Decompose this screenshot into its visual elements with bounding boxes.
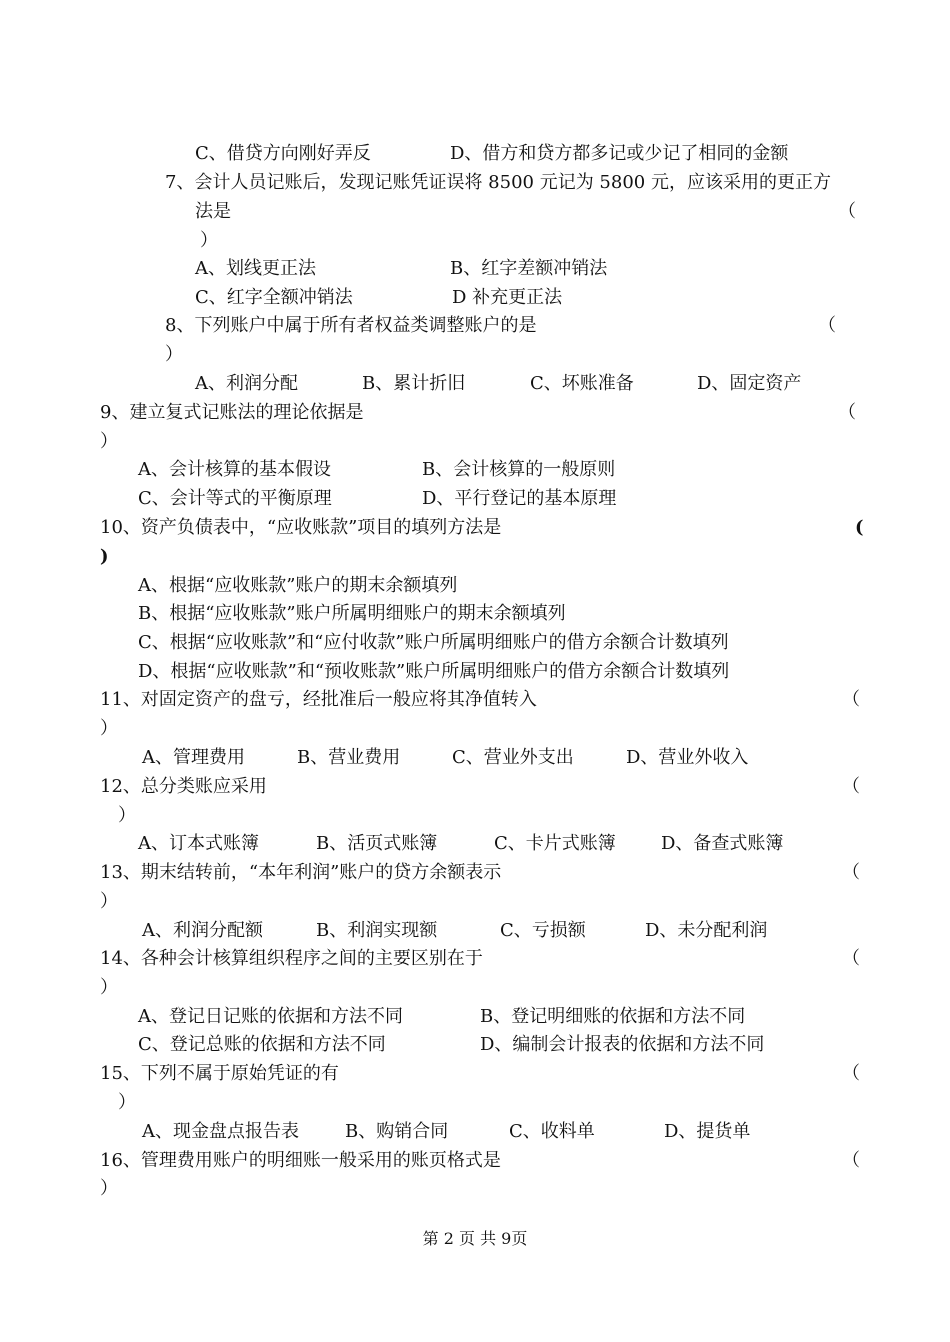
q8-answer-paren-close: ） bbox=[165, 344, 183, 365]
q7-option-a: A、划线更正法 bbox=[195, 258, 316, 279]
q13-option-b: B、利润实现额 bbox=[316, 920, 438, 941]
q12-option-b: B、活页式账簿 bbox=[316, 833, 438, 854]
q15-option-d: D、提货单 bbox=[664, 1121, 751, 1142]
q12-answer-paren-open: （ bbox=[842, 776, 860, 797]
q9-option-b: B、会计核算的一般原则 bbox=[422, 459, 616, 480]
q12-option-a: A、订本式账簿 bbox=[138, 833, 259, 854]
q7-option-d: D 补充更正法 bbox=[452, 287, 563, 308]
q11-stem: 11、对固定资产的盘亏，经批准后一般应将其净值转入 bbox=[100, 689, 537, 710]
q12-stem: 12、总分类账应采用 bbox=[100, 776, 267, 797]
q10-answer-paren-close: ) bbox=[100, 546, 109, 567]
q15-option-b: B、购销合同 bbox=[345, 1121, 449, 1142]
q16-stem: 16、管理费用账户的明细账一般采用的账页格式是 bbox=[100, 1150, 501, 1171]
page-footer: 第 2 页 共 9页 bbox=[422, 1229, 528, 1248]
q13-option-c: C、亏损额 bbox=[500, 920, 586, 941]
q10-option-c: C、根据“应收账款”和“应付收款”账户所属明细账户的借方余额合计数填列 bbox=[138, 632, 729, 653]
q14-option-b: B、登记明细账的依据和方法不同 bbox=[480, 1006, 746, 1027]
q11-option-b: B、营业费用 bbox=[297, 747, 401, 768]
q8-option-b: B、累计折旧 bbox=[362, 373, 466, 394]
q13-answer-paren-open: （ bbox=[842, 862, 860, 883]
q15-option-c: C、收料单 bbox=[509, 1121, 595, 1142]
q11-answer-paren-open: （ bbox=[842, 689, 860, 710]
q8-stem: 8、下列账户中属于所有者权益类调整账户的是 bbox=[165, 315, 537, 336]
q15-stem: 15、下列不属于原始凭证的有 bbox=[100, 1063, 339, 1084]
q6-option-d: D、借方和贷方都多记或少记了相同的金额 bbox=[450, 143, 789, 164]
q7-option-b: B、红字差额冲销法 bbox=[450, 258, 608, 279]
q7-answer-paren-open: （ bbox=[838, 201, 856, 222]
q10-option-a: A、根据“应收账款”账户的期末余额填列 bbox=[138, 575, 458, 596]
q13-option-d: D、未分配利润 bbox=[645, 920, 768, 941]
q7-answer-paren-close: ） bbox=[200, 230, 218, 251]
q13-stem: 13、期末结转前，“本年利润”账户的贷方余额表示 bbox=[100, 862, 502, 883]
q9-option-d: D、平行登记的基本原理 bbox=[422, 488, 617, 509]
q12-option-c: C、卡片式账簿 bbox=[494, 833, 616, 854]
q15-answer-paren-open: （ bbox=[842, 1063, 860, 1084]
q8-option-a: A、利润分配 bbox=[195, 373, 298, 394]
q8-answer-paren-open: （ bbox=[818, 315, 836, 336]
q9-answer-paren-open: （ bbox=[838, 402, 856, 423]
q10-stem: 10、资产负债表中，“应收账款”项目的填列方法是 bbox=[100, 517, 502, 538]
q10-answer-paren-open: ( bbox=[855, 517, 864, 538]
q16-answer-paren-open: （ bbox=[842, 1150, 860, 1171]
q11-answer-paren-close: ） bbox=[100, 718, 118, 739]
q12-option-d: D、备查式账簿 bbox=[661, 833, 784, 854]
q14-stem: 14、各种会计核算组织程序之间的主要区别在于 bbox=[100, 948, 483, 969]
q8-option-d: D、固定资产 bbox=[697, 373, 802, 394]
q9-option-a: A、会计核算的基本假设 bbox=[138, 459, 331, 480]
q7-stem: 7、会计人员记账后，发现记账凭证误将 8500 元记为 5800 元，应该采用的更正方 bbox=[165, 172, 831, 193]
q14-answer-paren-close: ） bbox=[100, 977, 118, 998]
q8-option-c: C、坏账准备 bbox=[530, 373, 634, 394]
q10-option-d: D、根据“应收账款”和“预收账款”账户所属明细账户的借方余额合计数填列 bbox=[138, 661, 730, 682]
q13-answer-paren-close: ） bbox=[100, 891, 118, 912]
q10-option-b: B、根据“应收账款”账户所属明细账户的期末余额填列 bbox=[138, 603, 566, 624]
q16-answer-paren-close: ） bbox=[100, 1178, 118, 1199]
q6-option-c: C、借贷方向刚好弄反 bbox=[195, 143, 371, 164]
q9-option-c: C、会计等式的平衡原理 bbox=[138, 488, 332, 509]
q15-answer-paren-close: ） bbox=[118, 1092, 136, 1113]
q9-stem: 9、建立复式记账法的理论依据是 bbox=[100, 402, 364, 423]
q12-answer-paren-close: ） bbox=[118, 805, 136, 826]
q11-option-d: D、营业外收入 bbox=[626, 747, 749, 768]
q7-option-c: C、红字全额冲销法 bbox=[195, 287, 353, 308]
q13-option-a: A、利润分配额 bbox=[142, 920, 263, 941]
q11-option-a: A、管理费用 bbox=[142, 747, 245, 768]
q14-option-a: A、登记日记账的依据和方法不同 bbox=[138, 1006, 403, 1027]
q14-option-c: C、登记总账的依据和方法不同 bbox=[138, 1034, 386, 1055]
q9-answer-paren-close: ） bbox=[100, 431, 118, 452]
q11-option-c: C、营业外支出 bbox=[452, 747, 574, 768]
q15-option-a: A、现金盘点报告表 bbox=[142, 1121, 299, 1142]
q14-option-d: D、编制会计报表的依据和方法不同 bbox=[480, 1034, 765, 1055]
q7-stem-cont: 法是 bbox=[195, 201, 231, 222]
q14-answer-paren-open: （ bbox=[842, 948, 860, 969]
